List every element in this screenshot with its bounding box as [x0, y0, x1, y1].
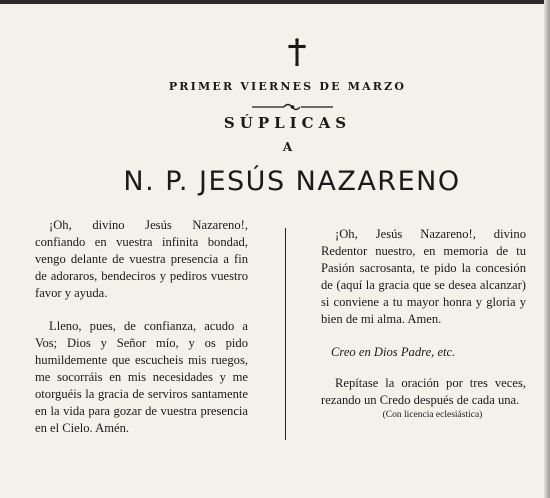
license-note: (Con licencia eclesiástica): [382, 410, 483, 420]
left-column: [35, 217, 248, 437]
instruction-paragraph: Repítase la oración por tres veces, rezando un Credo después de cada una.: [321, 376, 526, 407]
credo-line: Creo en Dios Padre, etc.: [331, 345, 456, 359]
prayer-paragraph-1: ¡Oh, divino Jesús Nazareno!, confiando en vuestra infinita bondad, vengo delante de vuestra presencia a fin de adoraros, bendeciros y pediros vuestro favor y ayuda.: [35, 218, 248, 300]
prayer-paragraph-3: ¡Oh, Jesús Nazareno!, divino Redentor nuestro, en memoria de tu Pasión sacrosanta, te pido la concesión de (aquí la gracia que se desea alcanzar) si conviene a tu mayor honra y gloria y bien de mi alma. Amen.: [321, 227, 526, 326]
column-divider: [285, 228, 286, 440]
heading-date: PRIMER VIERNES DE MARZO: [168, 80, 407, 93]
scan-right-edge: [544, 0, 550, 498]
heading-suplicas: SÚPLICAS: [223, 114, 352, 132]
page-title: N. P. JESÚS NAZARENO: [123, 166, 461, 197]
prayer-paragraph-2: Lleno, pues, de confianza, acudo a Vos; Dios y Señor mío, y os pido humildemente que escucheis mis ruegos, me socorráis en mis necesidades y me otorguéis la gracia de serviros santamente en la vida para gozar de vuestra presencia en el Cielo. Amén.: [35, 319, 248, 435]
ornament-divider-icon: [250, 100, 335, 114]
scan-top-edge: [0, 0, 550, 4]
heading-a: A: [282, 140, 293, 154]
cross-icon: [287, 38, 307, 66]
right-column: [321, 226, 526, 421]
